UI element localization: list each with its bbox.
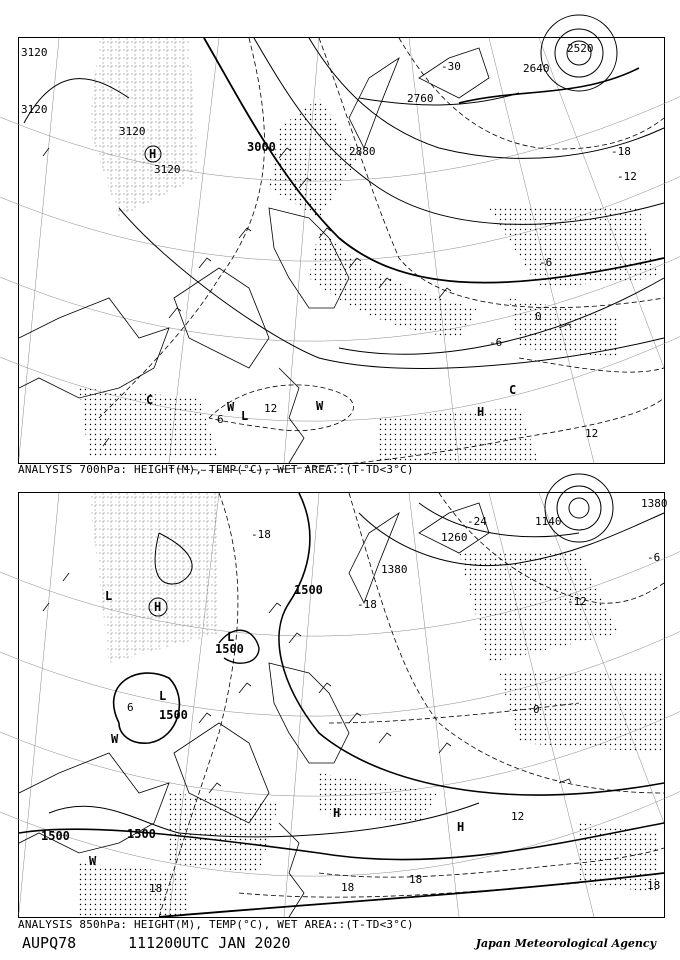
warm-center: W: [111, 732, 119, 746]
agency-name: Japan Meteorological Agency: [475, 937, 656, 950]
temperature-label: -6: [489, 336, 503, 349]
high-center: H: [154, 600, 162, 614]
height-label: 3120: [119, 125, 146, 138]
height-label: 1500: [294, 583, 323, 597]
height-label: 1500: [127, 827, 156, 841]
map-850hpa-svg: [19, 493, 668, 917]
height-label: 1500: [215, 642, 244, 656]
height-label: 1500: [41, 829, 70, 843]
high-center: H: [457, 820, 465, 834]
height-label: 1380: [381, 563, 408, 576]
temperature-label: -12: [567, 595, 587, 608]
height-label: 2880: [349, 145, 376, 158]
temperature-label: -6: [647, 551, 661, 564]
temperature-label: -18: [611, 145, 631, 158]
wet-area-shading: [79, 493, 664, 917]
map-700hpa-svg: [19, 38, 664, 463]
height-label: 3120: [21, 103, 48, 116]
height-label: 3000: [247, 140, 276, 154]
map-panel-850hpa: [18, 492, 668, 918]
height-label: 2760: [407, 92, 434, 105]
temperature-label: -30: [441, 60, 461, 73]
temperature-label: 18: [409, 873, 423, 886]
warm-center: W: [89, 854, 97, 868]
temperature-label: 6: [127, 701, 134, 714]
temperature-label: 6: [217, 413, 224, 426]
low-center: L: [105, 589, 113, 603]
temperature-label: 0: [533, 703, 540, 716]
height-label: 2640: [523, 62, 550, 75]
height-label: 1260: [441, 531, 468, 544]
low-center: L: [241, 409, 249, 423]
warm-center: W: [316, 399, 324, 413]
wet-area-shading: [79, 38, 659, 463]
temperature-label: -12: [617, 170, 637, 183]
temperature-label: -24: [467, 515, 487, 528]
temperature-label: 12: [585, 427, 599, 440]
temperature-label: 18: [149, 882, 163, 895]
low-center: L: [159, 689, 167, 703]
temperature-label: 0: [535, 310, 542, 323]
low-center: L: [227, 630, 235, 644]
cold-center: C: [146, 393, 154, 407]
temperature-label: 18: [341, 881, 355, 894]
height-label: 2520: [567, 42, 594, 55]
high-center: H: [149, 147, 157, 161]
height-label: 1500: [159, 708, 188, 722]
high-center: H: [333, 806, 341, 820]
temperature-label: 12: [511, 810, 525, 823]
temperature-label: -6: [539, 256, 553, 269]
height-label: 3120: [21, 46, 48, 59]
height-label: 1380: [641, 497, 668, 510]
panel-caption-850hpa: ANALYSIS 850hPa: HEIGHT(M), TEMP(°C), WET AREA::(T-TD<3°C): [18, 918, 414, 931]
map-panel-700hpa: [18, 37, 665, 464]
warm-center: W: [227, 400, 235, 414]
high-center: H: [477, 405, 485, 419]
height-label: 3120: [154, 163, 181, 176]
height-label: 1140: [535, 515, 562, 528]
cold-center: C: [509, 383, 517, 397]
temperature-label: 18: [647, 879, 661, 892]
product-code: AUPQ78: [22, 934, 77, 952]
valid-time: 111200UTC JAN 2020: [128, 934, 291, 952]
panel-caption-700hpa: ANALYSIS 700hPa: HEIGHT(M), TEMP(°C), WET AREA::(T-TD<3°C): [18, 463, 414, 476]
temperature-label: -18: [251, 528, 271, 541]
temperature-label: 12: [264, 402, 278, 415]
temperature-label: -18: [357, 598, 377, 611]
